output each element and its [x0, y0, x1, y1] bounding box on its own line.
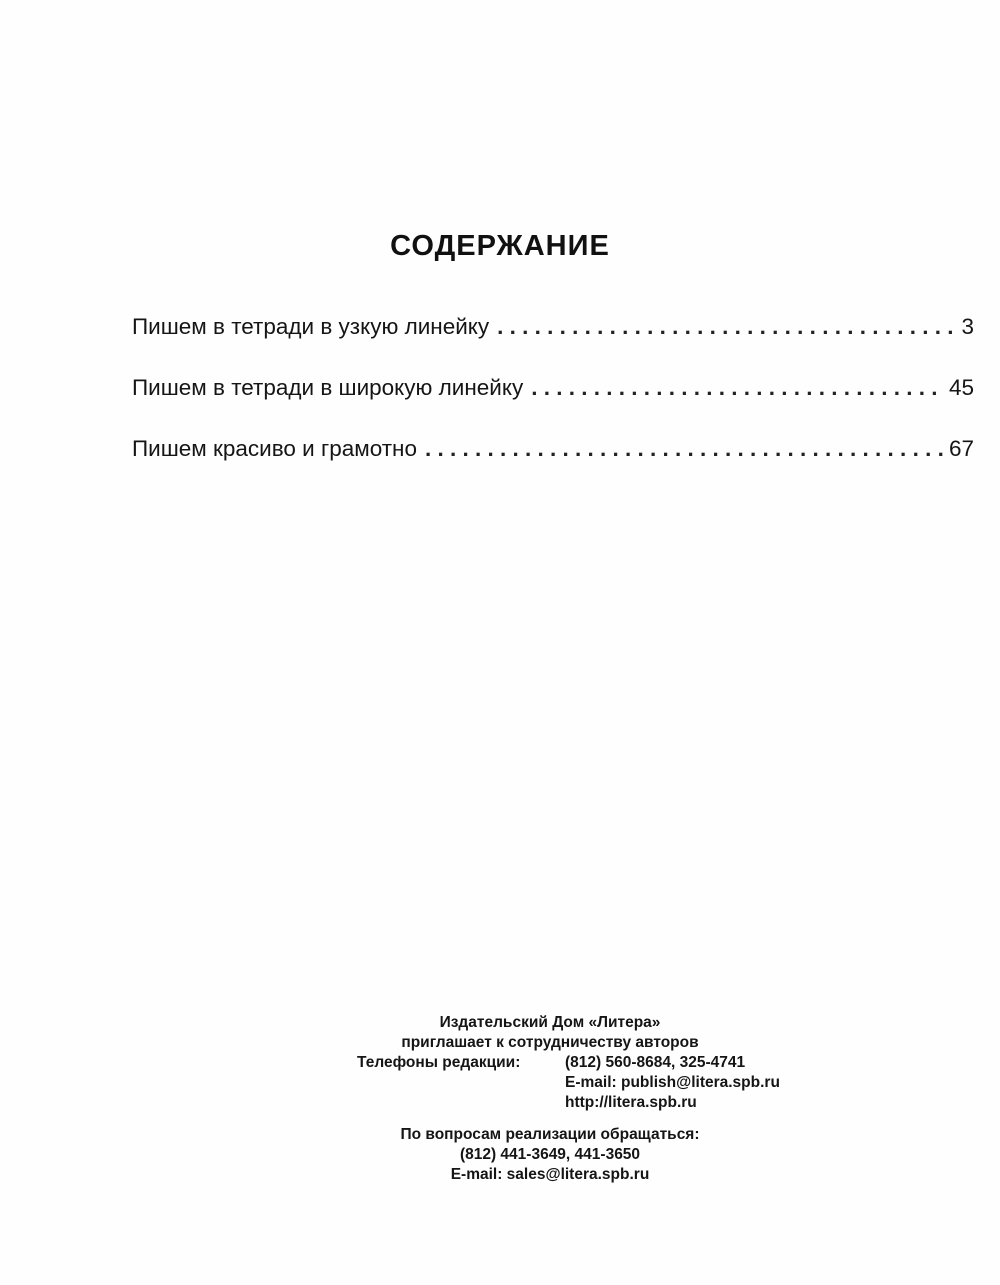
toc-dot-leader — [531, 375, 945, 401]
toc-entry — [132, 375, 974, 409]
toc-entry-page: 67 — [948, 436, 974, 461]
toc-entry — [132, 314, 974, 348]
toc-dot-leader — [425, 436, 945, 462]
toc-entry-page: 45 — [948, 375, 974, 400]
sales-phones: (812) 441-3649, 441-3650 — [459, 1146, 641, 1163]
publisher-invitation: приглашает к сотрудничеству авторов — [401, 1034, 699, 1051]
publisher-name: Издательский Дом «Литера» — [439, 1014, 661, 1031]
toc-entry-title: Пишем в тетради в широкую линейку — [132, 375, 524, 400]
toc-entry-title: Пишем в тетради в узкую линейку — [132, 314, 490, 339]
sales-label: По вопросам реализации обращаться: — [400, 1126, 700, 1143]
editorial-email: E-mail: publish@litera.spb.ru — [565, 1074, 780, 1091]
phones-label: Телефоны редакции: — [357, 1054, 521, 1071]
sales-email: E-mail: sales@litera.spb.ru — [450, 1166, 650, 1183]
toc-entry — [132, 436, 974, 470]
website-url: http://litera.spb.ru — [565, 1094, 697, 1111]
page-title: СОДЕРЖАНИЕ — [390, 230, 610, 262]
phones-value: (812) 560-8684, 325-4741 — [565, 1054, 746, 1071]
toc-entry-page: 3 — [961, 314, 974, 339]
toc-dot-leader — [497, 314, 957, 340]
toc-entry-title: Пишем красиво и грамотно — [132, 436, 417, 461]
